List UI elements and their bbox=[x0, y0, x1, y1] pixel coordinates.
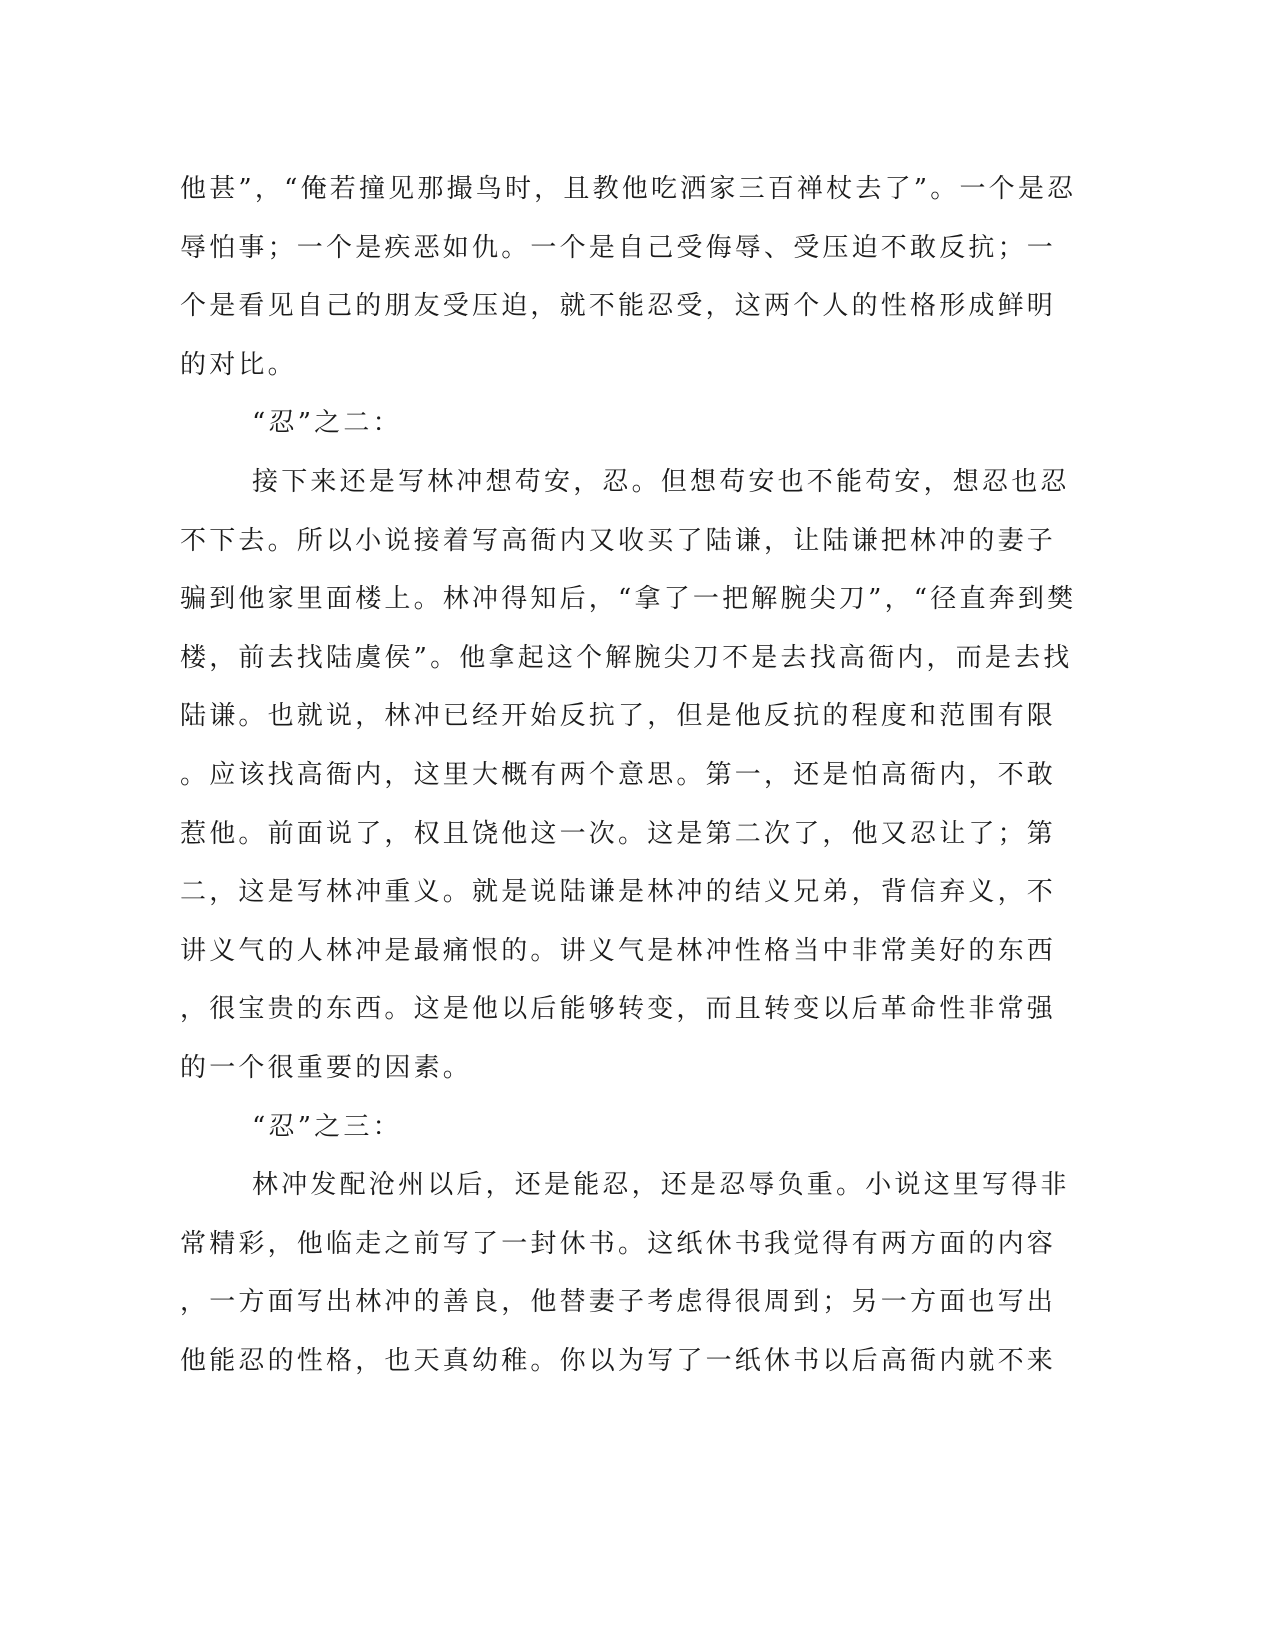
text-line: 讲义气的人林冲是最痛恨的。讲义气是林冲性格当中非常美好的东西 bbox=[180, 935, 1057, 966]
text-line: 二，这是写林冲重义。就是说陆谦是林冲的结义兄弟，背信弃义，不 bbox=[180, 877, 1057, 908]
text-line: 常精彩，他临走之前写了一封休书。这纸休书我觉得有两方面的内容 bbox=[180, 1228, 1057, 1259]
text-line: 他甚”，“俺若撞见那撮鸟时，且教他吃洒家三百禅杖去了”。一个是忍 bbox=[180, 174, 1077, 204]
text-line: 他能忍的性格，也天真幼稚。你以为写了一纸休书以后高衙内就不来 bbox=[180, 1345, 1057, 1376]
text-line: ，很宝贵的东西。这是他以后能够转变，而且转变以后革命性非常强 bbox=[180, 994, 1057, 1025]
text-line: 。应该找高衙内，这里大概有两个意思。第一，还是怕高衙内，不敢 bbox=[180, 759, 1057, 790]
body-text bbox=[180, 160, 1080, 1390]
text-line: 辱怕事；一个是疾恶如仇。一个是自己受侮辱、受压迫不敢反抗；一 bbox=[180, 232, 1057, 263]
section-heading: “忍”之二： bbox=[252, 408, 402, 439]
text-line: 个是看见自己的朋友受压迫，就不能忍受，这两个人的性格形成鲜明 bbox=[180, 291, 1057, 322]
text-line: 楼，前去找陆虞侯”。他拿起这个解腕尖刀不是去找高衙内，而是去找 bbox=[180, 642, 1073, 673]
text-line: 的一个很重要的因素。 bbox=[180, 1052, 473, 1083]
section-heading: “忍”之三： bbox=[252, 1111, 402, 1142]
text-line: ，一方面写出林冲的善良，他替妻子考虑得很周到；另一方面也写出 bbox=[180, 1287, 1057, 1318]
text-line: 惹他。前面说了，权且饶他这一次。这是第二次了，他又忍让了；第 bbox=[180, 818, 1057, 849]
text-line: 陆谦。也就说，林冲已经开始反抗了，但是他反抗的程度和范围有限 bbox=[180, 701, 1057, 732]
paragraph-first-line: 林冲发配沧州以后，还是能忍，还是忍辱负重。小说这里写得非 bbox=[252, 1170, 1070, 1201]
text-line: 不下去。所以小说接着写高衙内又收买了陆谦，让陆谦把林冲的妻子 bbox=[180, 525, 1057, 556]
paragraph-first-line: 接下来还是写林冲想苟安，忍。但想苟安也不能苟安，想忍也忍 bbox=[252, 466, 1070, 497]
text-line: 骗到他家里面楼上。林冲得知后，“拿了一把解腕尖刀”，“径直奔到樊 bbox=[180, 584, 1077, 615]
text-line: 的对比。 bbox=[180, 349, 297, 380]
